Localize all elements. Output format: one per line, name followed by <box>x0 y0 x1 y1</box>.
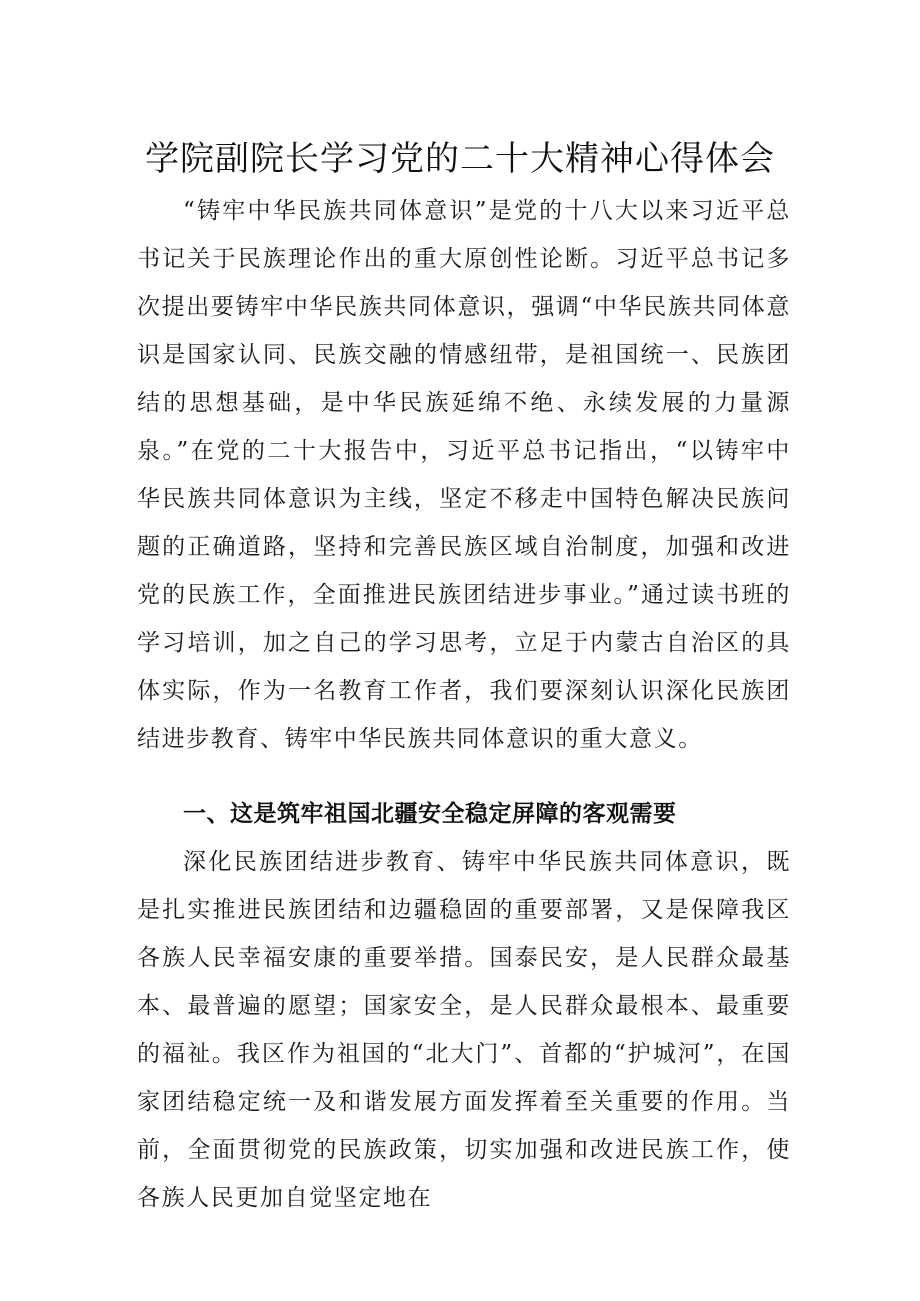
section-paragraph: 深化民族团结进步教育、铸牢中华民族共同体意识，既是扎实推进民族团结和边疆稳固的重要部署，又是保障我区各族人民幸福安康的重要举措。国泰民安，是人民群众最基本、最普遍的愿望；国家安全，是人民群众最根本、最重要的福祉。我区作为祖国的“北大门”、首都的“护城河”，在国家团结稳定统一及和谐发展方面发挥着至关重要的作用。当前，全面贯彻党的民族政策，切实加强和改进民族工作，使各族人民更加自觉坚定地在 <box>137 849 791 1211</box>
intro-paragraph: “铸牢中华民族共同体意识”是党的十八大以来习近平总书记关于民族理论作出的重大原创性论断。习近平总书记多次提出要铸牢中华民族共同体意识，强调“中华民族共同体意识是国家认同、民族交融的情感纽带，是祖国统一、民族团结的思想基础，是中华民族延绵不绝、永续发展的力量源泉。”在党的二十大报告中，习近平总书记指出，“以铸牢中华民族共同体意识为主线，坚定不移走中国特色解决民族问题的正确道路，坚持和完善民族区域自治制度，加强和改进党的民族工作，全面推进民族团结进步事业。”通过读书班的学习培训，加之自己的学习思考，立足于内蒙古自治区的具体实际，作为一名教育工作者，我们要深刻认识深化民族团结进步教育、铸牢中华民族共同体意识的重大意义。 <box>137 198 791 752</box>
document-title: 学院副院长学习党的二十大精神心得体会 <box>145 139 775 179</box>
section-heading: 一、这是筑牢祖国北疆安全稳定屏障的客观需要 <box>183 801 677 827</box>
